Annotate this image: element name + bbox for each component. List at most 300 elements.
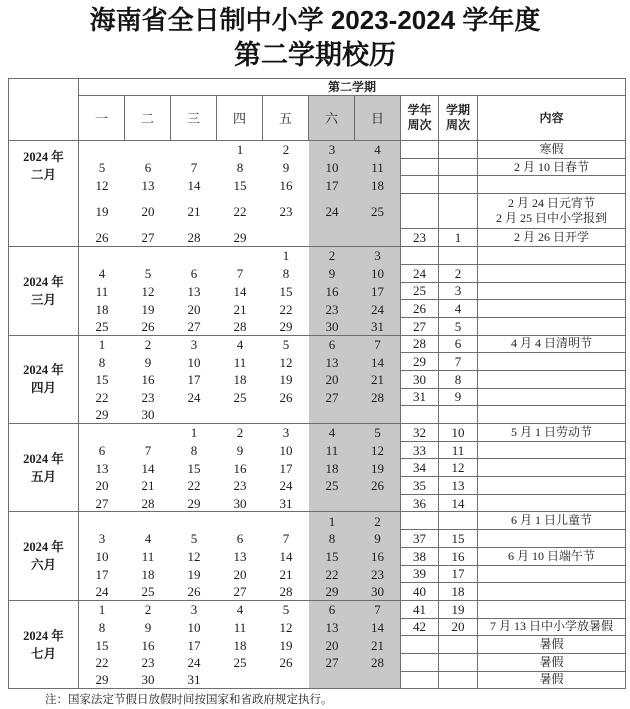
year-week-cell: 25 bbox=[401, 283, 439, 301]
calendar-day-cell: 22 bbox=[233, 204, 247, 220]
calendar-day-cell bbox=[171, 512, 217, 530]
calendar-day-cell: 21 bbox=[141, 478, 155, 494]
semester-header: 第二学期 bbox=[79, 79, 626, 96]
calendar-day-cell: 12 bbox=[279, 354, 293, 370]
calendar-day-cell: 9 bbox=[309, 265, 355, 283]
calendar-day-cell: 20 bbox=[233, 566, 247, 582]
calendar-day-cell: 2 bbox=[144, 336, 152, 352]
calendar-day-cell: 8 bbox=[236, 160, 244, 176]
calendar-day-cell: 10 bbox=[279, 443, 293, 459]
term-week-cell: 12 bbox=[439, 459, 478, 477]
content-line: 2 月 25 日中小学报到 bbox=[495, 211, 607, 226]
year-week-cell bbox=[401, 406, 439, 424]
calendar-day-cell bbox=[125, 512, 171, 530]
calendar-day-cell bbox=[355, 495, 401, 513]
calendar-day-cell: 5 bbox=[355, 424, 401, 442]
content-line: 暑假 bbox=[539, 654, 564, 669]
month-year-label: 2024 年 bbox=[23, 150, 64, 164]
calendar-day-cell: 1 bbox=[190, 425, 198, 441]
content-cell bbox=[478, 353, 626, 371]
content-cell bbox=[478, 619, 626, 637]
calendar-day-cell: 24 bbox=[187, 655, 201, 671]
year-week-cell bbox=[401, 159, 439, 177]
calendar-day-cell bbox=[355, 229, 401, 247]
year-week-cell bbox=[401, 654, 439, 672]
term-week-header-line: 学期 bbox=[445, 103, 470, 117]
day-header-sunday: 日 bbox=[355, 96, 401, 141]
calendar-day-cell: 8 bbox=[98, 354, 106, 370]
year-week-cell: 41 bbox=[401, 601, 439, 619]
calendar-day-cell: 20 bbox=[309, 371, 355, 389]
month-name-label: 二月 bbox=[30, 168, 56, 182]
calendar-day-cell bbox=[171, 141, 217, 159]
calendar-day-cell: 26 bbox=[279, 389, 293, 405]
content-cell bbox=[478, 300, 626, 318]
calendar-day-cell: 27 bbox=[309, 654, 355, 672]
year-week-cell: 32 bbox=[401, 424, 439, 442]
calendar-day-cell: 17 bbox=[187, 637, 201, 653]
calendar-day-cell: 27 bbox=[125, 229, 171, 247]
month-label-cell bbox=[9, 424, 79, 512]
content-cell bbox=[478, 371, 626, 389]
calendar-day-cell: 7 bbox=[355, 601, 401, 619]
content-cell bbox=[478, 477, 626, 495]
term-week-cell: 13 bbox=[439, 477, 478, 495]
calendar-day-cell: 17 bbox=[95, 566, 109, 582]
term-week-cell: 11 bbox=[439, 442, 478, 460]
content-cell bbox=[478, 512, 626, 530]
month-year-label: 2024 年 bbox=[23, 363, 64, 378]
content-cell bbox=[478, 530, 626, 548]
calendar-day-cell: 6 bbox=[236, 531, 244, 547]
calendar-day-cell: 24 bbox=[187, 389, 201, 405]
term-week-cell: 8 bbox=[439, 371, 478, 389]
calendar-day-cell bbox=[125, 247, 171, 265]
calendar-day-cell: 3 bbox=[309, 141, 355, 159]
content-cell bbox=[478, 336, 626, 354]
calendar-day-cell: 11 bbox=[95, 283, 109, 299]
calendar-day-cell: 26 bbox=[79, 229, 125, 247]
term-week-cell: 9 bbox=[439, 389, 478, 407]
calendar-day-cell: 16 bbox=[141, 372, 155, 388]
year-week-cell: 28 bbox=[401, 336, 439, 354]
calendar-day-cell: 29 bbox=[217, 229, 263, 247]
calendar-day-cell: 21 bbox=[355, 636, 401, 654]
calendar-day-cell: 12 bbox=[95, 177, 109, 193]
calendar-day-cell: 2 bbox=[282, 142, 290, 158]
term-week-header bbox=[439, 96, 478, 141]
year-week-cell: 38 bbox=[401, 548, 439, 566]
calendar-day-cell bbox=[217, 247, 263, 265]
calendar-day-cell: 14 bbox=[141, 460, 155, 476]
calendar-day-cell: 6 bbox=[144, 160, 152, 176]
calendar-day-cell: 2 bbox=[309, 247, 355, 265]
month-name-label: 三月 bbox=[30, 292, 56, 307]
calendar-day-cell bbox=[79, 247, 125, 265]
calendar-day-cell: 25 bbox=[233, 389, 247, 405]
calendar-day-cell: 12 bbox=[355, 442, 401, 460]
calendar-day-cell: 24 bbox=[355, 300, 401, 318]
calendar-day-cell: 13 bbox=[309, 353, 355, 371]
calendar-day-cell: 16 bbox=[279, 177, 293, 193]
year-week-header bbox=[401, 96, 439, 141]
month-label-cell bbox=[9, 336, 79, 424]
content-cell bbox=[478, 229, 626, 247]
calendar-day-cell: 22 bbox=[309, 566, 355, 584]
calendar-day-cell: 23 bbox=[355, 566, 401, 584]
month-label-cell bbox=[9, 512, 79, 600]
calendar-day-cell bbox=[263, 672, 309, 690]
content-cell bbox=[478, 672, 626, 690]
calendar-day-cell: 19 bbox=[355, 459, 401, 477]
calendar-day-cell: 9 bbox=[355, 530, 401, 548]
month-year-label: 2024 年 bbox=[23, 451, 64, 466]
calendar-day-cell: 29 bbox=[263, 318, 309, 336]
calendar-day-cell: 23 bbox=[309, 300, 355, 318]
page-title: 海南省全日制中小学 2023-2024 学年度 bbox=[89, 5, 541, 35]
term-week-cell: 18 bbox=[439, 583, 478, 601]
calendar-day-cell: 28 bbox=[355, 389, 401, 407]
year-week-cell bbox=[401, 176, 439, 194]
calendar-day-cell: 19 bbox=[279, 372, 293, 388]
calendar-day-cell: 25 bbox=[233, 655, 247, 671]
calendar-day-cell: 11 bbox=[233, 619, 247, 635]
year-week-cell bbox=[401, 512, 439, 530]
content-cell bbox=[478, 247, 626, 265]
calendar-day-cell bbox=[309, 672, 355, 690]
calendar-day-cell: 28 bbox=[171, 229, 217, 247]
calendar-day-cell: 23 bbox=[141, 389, 155, 405]
calendar-day-cell: 23 bbox=[141, 655, 155, 671]
calendar-day-cell: 2 bbox=[144, 602, 152, 618]
content-line: 6 月 10 日端午节 bbox=[507, 548, 595, 563]
calendar-day-cell: 6 bbox=[98, 443, 106, 459]
calendar-day-cell: 11 bbox=[309, 442, 355, 460]
month-label-cell bbox=[9, 601, 79, 689]
calendar-day-cell: 28 bbox=[125, 495, 171, 513]
content-line: 4 月 4 日清明节 bbox=[510, 336, 592, 351]
calendar-day-cell: 4 bbox=[309, 424, 355, 442]
calendar-day-cell: 11 bbox=[233, 354, 247, 370]
year-week-cell bbox=[401, 636, 439, 654]
month-name-label: 七月 bbox=[30, 646, 56, 661]
calendar-day-cell bbox=[79, 512, 125, 530]
calendar-day-cell: 28 bbox=[355, 654, 401, 672]
calendar-day-cell bbox=[263, 512, 309, 530]
calendar-day-cell: 6 bbox=[190, 266, 198, 282]
calendar-day-cell: 31 bbox=[355, 318, 401, 336]
calendar-day-cell: 16 bbox=[141, 637, 155, 653]
year-week-cell: 35 bbox=[401, 477, 439, 495]
calendar-day-cell bbox=[309, 229, 355, 247]
calendar-day-cell: 4 bbox=[236, 602, 244, 618]
content-line: 寒假 bbox=[539, 141, 564, 156]
calendar-day-cell: 12 bbox=[187, 549, 201, 565]
calendar-day-cell: 30 bbox=[125, 672, 171, 690]
term-week-cell: 4 bbox=[439, 300, 478, 318]
content-line: 6 月 1 日儿童节 bbox=[510, 513, 592, 528]
calendar-day-cell: 21 bbox=[279, 566, 293, 582]
day-header-saturday: 六 bbox=[309, 96, 355, 141]
calendar-day-cell: 4 bbox=[236, 336, 244, 352]
content-cell bbox=[478, 283, 626, 301]
year-week-cell: 30 bbox=[401, 371, 439, 389]
calendar-day-cell: 14 bbox=[233, 283, 247, 299]
calendar-day-cell: 29 bbox=[79, 406, 125, 424]
term-week-cell: 7 bbox=[439, 353, 478, 371]
calendar-day-cell: 1 bbox=[236, 142, 244, 158]
calendar-day-cell bbox=[309, 495, 355, 513]
calendar-day-cell: 24 bbox=[279, 478, 293, 494]
calendar-day-cell bbox=[309, 406, 355, 424]
calendar-day-cell bbox=[217, 672, 263, 690]
day-header-wednesday: 三 bbox=[171, 96, 217, 141]
term-week-cell: 1 bbox=[439, 229, 478, 247]
term-week-cell bbox=[439, 672, 478, 690]
year-week-cell: 31 bbox=[401, 389, 439, 407]
calendar-day-cell: 1 bbox=[98, 336, 106, 352]
content-line: 暑假 bbox=[539, 672, 564, 687]
content-cell bbox=[478, 424, 626, 442]
day-header-friday: 五 bbox=[263, 96, 309, 141]
calendar-day-cell: 29 bbox=[309, 583, 355, 601]
calendar-day-cell: 11 bbox=[355, 159, 401, 177]
year-week-cell: 26 bbox=[401, 300, 439, 318]
calendar-day-cell: 18 bbox=[95, 301, 109, 317]
year-week-cell: 29 bbox=[401, 353, 439, 371]
calendar-day-cell: 15 bbox=[95, 372, 109, 388]
calendar-day-cell: 14 bbox=[187, 177, 201, 193]
calendar-day-cell: 16 bbox=[355, 548, 401, 566]
content-cell bbox=[478, 442, 626, 460]
calendar-day-cell: 30 bbox=[355, 583, 401, 601]
calendar-day-cell: 21 bbox=[233, 301, 247, 317]
content-cell bbox=[478, 654, 626, 672]
calendar-day-cell: 27 bbox=[217, 583, 263, 601]
term-week-cell: 19 bbox=[439, 601, 478, 619]
calendar-day-cell: 25 bbox=[79, 318, 125, 336]
calendar-day-cell: 15 bbox=[279, 283, 293, 299]
calendar-day-cell bbox=[263, 406, 309, 424]
year-week-cell: 27 bbox=[401, 318, 439, 336]
calendar-day-cell: 6 bbox=[309, 601, 355, 619]
term-week-cell: 10 bbox=[439, 424, 478, 442]
calendar-day-cell: 13 bbox=[187, 283, 201, 299]
content-cell bbox=[478, 495, 626, 513]
term-week-cell: 6 bbox=[439, 336, 478, 354]
month-year-label: 2024 年 bbox=[23, 628, 64, 643]
calendar-day-cell: 2 bbox=[236, 425, 244, 441]
content-line: 2 月 10 日春节 bbox=[513, 159, 589, 174]
content-cell bbox=[478, 459, 626, 477]
calendar-day-cell: 5 bbox=[98, 160, 106, 176]
calendar-day-cell: 15 bbox=[233, 177, 247, 193]
calendar-day-cell: 8 bbox=[309, 530, 355, 548]
calendar-day-cell: 16 bbox=[233, 460, 247, 476]
calendar-day-cell: 15 bbox=[95, 637, 109, 653]
calendar-day-cell bbox=[125, 424, 171, 442]
term-week-cell: 17 bbox=[439, 566, 478, 584]
calendar-day-cell: 7 bbox=[282, 531, 290, 547]
calendar-day-cell bbox=[263, 229, 309, 247]
calendar-day-cell bbox=[79, 141, 125, 159]
month-year-label: 2024 年 bbox=[23, 540, 64, 555]
calendar-day-cell: 10 bbox=[187, 619, 201, 635]
calendar-day-cell bbox=[171, 406, 217, 424]
calendar-day-cell: 22 bbox=[187, 478, 201, 494]
calendar-table bbox=[8, 78, 626, 689]
calendar-day-cell: 21 bbox=[187, 204, 201, 220]
calendar-day-cell: 29 bbox=[79, 672, 125, 690]
calendar-day-cell: 7 bbox=[236, 266, 244, 282]
year-week-cell: 23 bbox=[401, 229, 439, 247]
content-cell bbox=[478, 406, 626, 424]
calendar-day-cell: 27 bbox=[79, 495, 125, 513]
year-week-cell bbox=[401, 247, 439, 265]
calendar-day-cell: 14 bbox=[355, 619, 401, 637]
content-cell bbox=[478, 318, 626, 336]
calendar-day-cell bbox=[355, 672, 401, 690]
calendar-day-cell: 16 bbox=[309, 283, 355, 301]
term-week-cell: 5 bbox=[439, 318, 478, 336]
calendar-day-cell bbox=[217, 512, 263, 530]
term-week-cell bbox=[439, 141, 478, 159]
calendar-day-cell: 17 bbox=[279, 460, 293, 476]
calendar-day-cell: 1 bbox=[309, 512, 355, 530]
month-name-label: 六月 bbox=[30, 558, 56, 573]
calendar-day-cell: 1 bbox=[98, 602, 106, 618]
calendar-day-cell: 8 bbox=[282, 266, 290, 282]
calendar-day-cell: 1 bbox=[282, 248, 290, 264]
term-week-cell bbox=[439, 159, 478, 177]
term-week-cell: 20 bbox=[439, 619, 478, 637]
term-week-cell: 3 bbox=[439, 283, 478, 301]
year-week-cell: 40 bbox=[401, 583, 439, 601]
calendar-day-cell: 24 bbox=[309, 194, 355, 229]
term-week-cell bbox=[439, 512, 478, 530]
year-week-cell: 39 bbox=[401, 566, 439, 584]
calendar-day-cell: 5 bbox=[144, 266, 152, 282]
calendar-day-cell: 4 bbox=[98, 266, 106, 282]
calendar-day-cell: 27 bbox=[309, 389, 355, 407]
content-cell bbox=[478, 265, 626, 283]
calendar-day-cell: 3 bbox=[190, 336, 198, 352]
calendar-day-cell: 9 bbox=[236, 443, 244, 459]
term-week-cell bbox=[439, 406, 478, 424]
calendar-day-cell: 10 bbox=[95, 549, 109, 565]
content-cell bbox=[478, 141, 626, 159]
calendar-day-cell: 19 bbox=[187, 566, 201, 582]
calendar-day-cell: 18 bbox=[233, 637, 247, 653]
calendar-day-cell: 28 bbox=[263, 583, 309, 601]
year-week-cell bbox=[401, 194, 439, 229]
calendar-day-cell: 15 bbox=[187, 460, 201, 476]
content-line: 2 月 26 日开学 bbox=[513, 230, 589, 245]
calendar-day-cell: 13 bbox=[141, 177, 155, 193]
calendar-day-cell: 14 bbox=[355, 353, 401, 371]
calendar-day-cell: 22 bbox=[95, 389, 109, 405]
calendar-day-cell: 25 bbox=[309, 477, 355, 495]
day-header-monday: 一 bbox=[79, 96, 125, 141]
term-week-cell: 16 bbox=[439, 548, 478, 566]
calendar-day-cell: 27 bbox=[171, 318, 217, 336]
month-label-cell bbox=[9, 247, 79, 335]
content-header: 内容 bbox=[478, 96, 626, 141]
calendar-day-cell bbox=[79, 424, 125, 442]
calendar-day-cell: 29 bbox=[171, 495, 217, 513]
calendar-day-cell: 3 bbox=[282, 425, 290, 441]
footnote: 注：国家法定节假日放假时间按国家和省政府规定执行。 bbox=[45, 694, 333, 706]
calendar-day-cell: 12 bbox=[141, 283, 155, 299]
calendar-day-cell: 5 bbox=[190, 531, 198, 547]
content-cell bbox=[478, 176, 626, 194]
calendar-day-cell: 26 bbox=[125, 318, 171, 336]
calendar-day-cell: 22 bbox=[95, 655, 109, 671]
calendar-day-cell: 26 bbox=[355, 477, 401, 495]
calendar-day-cell: 19 bbox=[141, 301, 155, 317]
term-week-cell: 2 bbox=[439, 265, 478, 283]
content-line: 5 月 1 日劳动节 bbox=[510, 424, 592, 439]
calendar-day-cell: 5 bbox=[282, 602, 290, 618]
year-week-header-line: 周次 bbox=[407, 118, 432, 132]
calendar-day-cell: 7 bbox=[190, 160, 198, 176]
content-cell bbox=[478, 548, 626, 566]
content-cell bbox=[478, 194, 626, 229]
calendar-day-cell: 20 bbox=[309, 636, 355, 654]
content-line: 2 月 24 日元宵节 bbox=[507, 196, 595, 211]
content-cell bbox=[478, 636, 626, 654]
calendar-day-cell: 12 bbox=[279, 619, 293, 635]
term-week-header-line: 周次 bbox=[445, 118, 470, 132]
year-week-cell bbox=[401, 141, 439, 159]
calendar-day-cell: 7 bbox=[144, 443, 152, 459]
calendar-day-cell: 2 bbox=[355, 512, 401, 530]
calendar-day-cell: 8 bbox=[190, 443, 198, 459]
content-cell bbox=[478, 601, 626, 619]
calendar-day-cell bbox=[125, 141, 171, 159]
calendar-day-cell: 18 bbox=[233, 372, 247, 388]
term-week-cell bbox=[439, 194, 478, 229]
calendar-day-cell: 26 bbox=[279, 655, 293, 671]
calendar-day-cell: 20 bbox=[141, 204, 155, 220]
calendar-day-cell: 20 bbox=[187, 301, 201, 317]
day-header-tuesday: 二 bbox=[125, 96, 171, 141]
calendar-day-cell bbox=[171, 247, 217, 265]
calendar-day-cell: 28 bbox=[217, 318, 263, 336]
calendar-day-cell: 23 bbox=[279, 204, 293, 220]
calendar-day-cell: 17 bbox=[355, 283, 401, 301]
calendar-day-cell: 23 bbox=[233, 478, 247, 494]
calendar-day-cell: 9 bbox=[144, 354, 152, 370]
day-header-thursday: 四 bbox=[217, 96, 263, 141]
term-week-cell bbox=[439, 176, 478, 194]
month-label-cell bbox=[9, 141, 79, 247]
calendar-day-cell: 25 bbox=[125, 583, 171, 601]
calendar-day-cell: 9 bbox=[144, 619, 152, 635]
year-week-cell: 42 bbox=[401, 619, 439, 637]
calendar-day-cell: 13 bbox=[95, 460, 109, 476]
calendar-day-cell: 7 bbox=[355, 336, 401, 354]
calendar-day-cell: 24 bbox=[79, 583, 125, 601]
term-week-cell: 14 bbox=[439, 495, 478, 513]
calendar-day-cell: 21 bbox=[355, 371, 401, 389]
calendar-day-cell: 30 bbox=[125, 406, 171, 424]
calendar-day-cell: 8 bbox=[98, 619, 106, 635]
calendar-day-cell: 22 bbox=[279, 301, 293, 317]
calendar-day-cell: 10 bbox=[309, 159, 355, 177]
calendar-day-cell: 10 bbox=[187, 354, 201, 370]
calendar-day-cell: 13 bbox=[309, 619, 355, 637]
